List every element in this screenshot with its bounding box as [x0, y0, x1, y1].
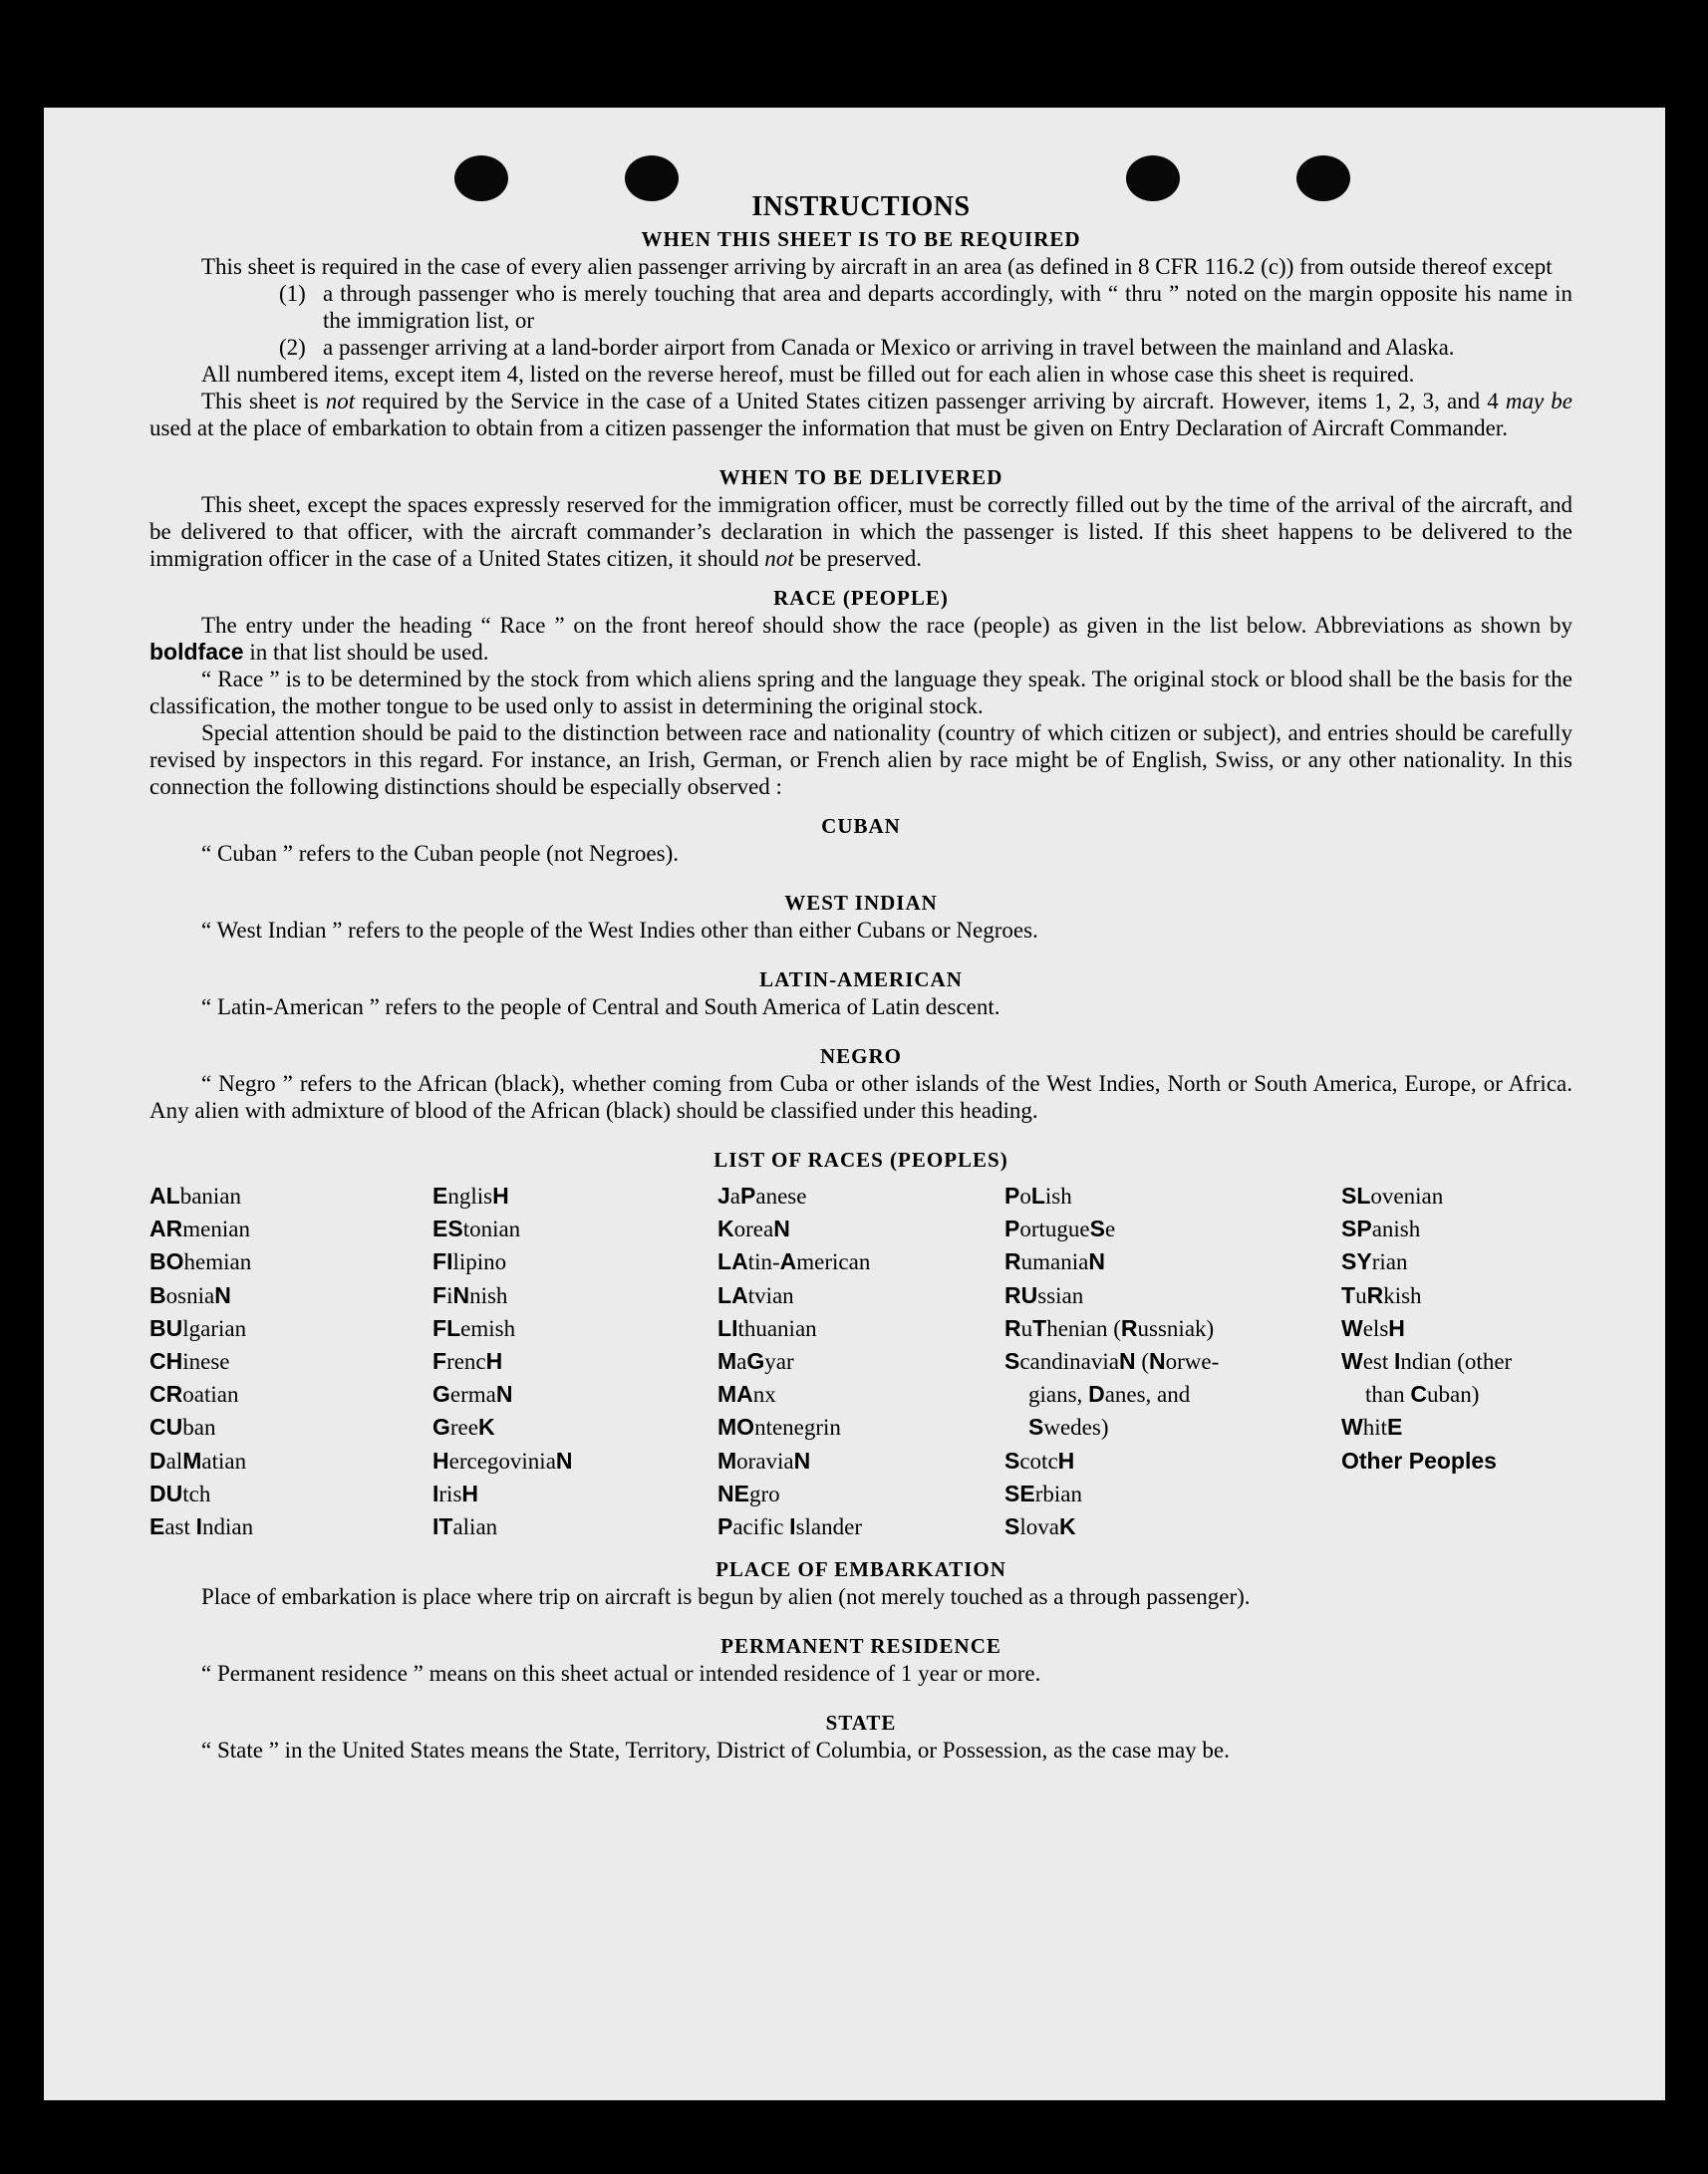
race-entry: WhitE: [1341, 1414, 1403, 1441]
race-entry: ARmenian: [149, 1216, 250, 1242]
race-entry: MOntenegrin: [717, 1414, 841, 1441]
race-entry: PoLish: [1004, 1183, 1072, 1209]
race-entry: West Indian (other: [1341, 1348, 1513, 1375]
race-entry: SErbian: [1004, 1480, 1082, 1506]
race-paragraph-3: Special attention should be paid to the distinction between race and nationality (country of which citizen or subject), and entries should be carefully revised by inspectors in this regard. For instance, an Irish, German, or French alien by race might be of English, Swiss, or any other nationality. In this connection the following distinctions should be especially observed :: [149, 720, 1572, 799]
section-heading-residence: PERMANENT RESIDENCE: [720, 1634, 1001, 1659]
residence-definition: “ Permanent residence ” means on this sheet actual or intended residence of 1 year or more.: [201, 1661, 1041, 1687]
page-title: INSTRUCTIONS: [751, 191, 971, 222]
when-delivered-paragraph: [149, 491, 1572, 572]
race-entry: LAtvian: [717, 1281, 794, 1308]
race-paragraph-2: “ Race ” is to be determined by the stock from which aliens spring and the language they speak. The original stock or blood shall be the basis for the classification, the mother tongue to be used only to assist in determining the original stock.: [149, 667, 1572, 718]
race-entry: WelsH: [1341, 1314, 1405, 1341]
section-heading-embarkation: PLACE OF EMBARKATION: [715, 1557, 1006, 1582]
race-entry: MaGyar: [717, 1348, 794, 1375]
race-entry: LAtin-American: [717, 1248, 871, 1275]
exception-item: [279, 334, 1572, 361]
item-text: a passenger arriving at a land-border airport from Canada or Mexico or arriving in travel between the mainland and Alaska.: [323, 335, 1455, 360]
delivered-text-a: This sheet, except the spaces expressly reserved for the immigration officer, must be correctly filled out by the time of the arrival of the aircraft, and be delivered to that officer, with the aircraft commander’s declaration in which the passenger is listed. If this sheet happens to be delivered to the immigration officer in the case of a United States citizen, it should: [149, 492, 1572, 571]
race-entry: BUlgarian: [149, 1314, 247, 1341]
race-entry: SYrian: [1341, 1248, 1408, 1275]
race-entry: JaPanese: [717, 1183, 807, 1209]
race-entry: SLovenian: [1341, 1183, 1444, 1209]
race-entry: RumaniaN: [1004, 1248, 1105, 1275]
section-heading-west-indian: WEST INDIAN: [784, 891, 938, 915]
race-entry: CRoatian: [149, 1381, 239, 1408]
cuban-definition: “ Cuban ” refers to the Cuban people (not Negroes).: [201, 841, 680, 866]
race-entry: GreeK: [432, 1414, 495, 1441]
document-body: [149, 189, 1572, 1764]
delivered-text-b: be preserved.: [793, 546, 922, 571]
race-entry: ALbanian: [149, 1183, 241, 1209]
delivered-text-not: not: [764, 546, 794, 571]
race-entry: Other Peoples: [1341, 1447, 1497, 1474]
item-number: (2): [279, 335, 306, 360]
race-entry: DalMatian: [149, 1447, 247, 1474]
section-heading-when-required: WHEN THIS SHEET IS TO BE REQUIRED: [641, 227, 1081, 251]
race-entry: LIthuanian: [717, 1314, 817, 1341]
section-heading-when-delivered: WHEN TO BE DELIVERED: [718, 465, 1003, 489]
section-heading-race: RACE (PEOPLE): [773, 586, 949, 610]
race-entry: CHinese: [149, 1348, 230, 1375]
race-entry: NEgro: [717, 1480, 780, 1506]
race-text-bold: boldface: [149, 639, 244, 665]
race-entry: MoraviaN: [717, 1447, 811, 1474]
race-entry: DUtch: [149, 1480, 211, 1506]
section-heading-list-of-races: LIST OF RACES (PEOPLES): [713, 1148, 1008, 1172]
race-entry: East Indian: [149, 1513, 254, 1540]
race-column-5: [1341, 1180, 1572, 1543]
item-number: (1): [279, 281, 306, 306]
race-entry: FIlipino: [432, 1248, 507, 1275]
exception-item: [279, 280, 1572, 334]
race-column-2: [432, 1180, 717, 1543]
race-column-1: [149, 1180, 432, 1543]
race-entry: EStonian: [432, 1216, 521, 1242]
race-entry: HercegoviniaN: [432, 1447, 573, 1474]
race-entry: MAnx: [717, 1381, 776, 1408]
race-entry: CUban: [149, 1414, 216, 1441]
race-column-4: [1004, 1180, 1341, 1543]
race-entry: ScotcH: [1004, 1447, 1075, 1474]
race-entry: EnglisH: [432, 1183, 509, 1209]
race-entry: KoreaN: [717, 1216, 790, 1242]
race-paragraph-1: [149, 612, 1572, 666]
race-entry: FLemish: [432, 1314, 516, 1341]
state-definition: “ State ” in the United States means the State, Territory, District of Columbia, or Possession, as the case may be.: [201, 1738, 1230, 1764]
section-heading-latin-american: LATIN-AMERICAN: [759, 967, 963, 991]
race-entry: ScandinaviaN (Norwe-: [1004, 1348, 1220, 1375]
race-entry: GermaN: [432, 1381, 513, 1408]
race-entry: RuThenian (Russniak): [1004, 1314, 1215, 1341]
citizen-text-b: required by the Service in the case of a United States citizen passenger arriving by aircraft. However, items 1, 2, 3, and 4: [355, 389, 1506, 413]
section-heading-cuban: CUBAN: [821, 814, 901, 838]
race-entry: BOhemian: [149, 1248, 252, 1275]
race-entry: SPanish: [1341, 1216, 1421, 1242]
citizen-paragraph: [149, 388, 1572, 441]
race-entry: than Cuban): [1365, 1381, 1480, 1408]
race-entry: gians, Danes, and: [1028, 1381, 1191, 1408]
embarkation-definition: Place of embarkation is place where trip on aircraft is begun by alien (not merely touched as a through passenger).: [201, 1584, 1251, 1610]
race-entry: Pacific Islander: [717, 1513, 862, 1540]
race-column-3: [717, 1180, 1004, 1543]
race-entry: FiNnish: [432, 1281, 508, 1308]
race-entry: FrencH: [432, 1348, 503, 1375]
citizen-text-maybe: may be: [1505, 389, 1572, 413]
race-entry: RUssian: [1004, 1281, 1084, 1308]
latin-american-definition: “ Latin-American ” refers to the people of Central and South America of Latin descent.: [201, 994, 1000, 1019]
race-entry: TuRkish: [1341, 1281, 1422, 1308]
section-heading-state: STATE: [825, 1711, 897, 1736]
race-text-a: The entry under the heading “ Race ” on the front hereof should show the race (people) as given in the list below. Abbreviations as shown by: [201, 613, 1572, 638]
race-entry: ITalian: [432, 1513, 498, 1540]
race-entry: SlovaK: [1004, 1513, 1076, 1540]
race-entry: BosniaN: [149, 1281, 231, 1308]
race-entry: Swedes): [1028, 1414, 1109, 1441]
west-indian-definition: “ West Indian ” refers to the people of the West Indies other than either Cubans or Negroes.: [201, 918, 1038, 943]
race-list: [149, 1180, 1572, 1543]
race-entry: IrisH: [432, 1480, 479, 1506]
negro-definition: “ Negro ” refers to the African (black), whether coming from Cuba or other islands of the West Indies, North or South America, Europe, or Africa. Any alien with admixture of blood of the African (black) should be classified under this heading.: [149, 1071, 1572, 1123]
race-entry: PortugueSe: [1004, 1216, 1116, 1242]
citizen-text-c: used at the place of embarkation to obtain from a citizen passenger the information that must be given on Entry Declaration of Aircraft Commander.: [149, 415, 1508, 440]
section-heading-negro: NEGRO: [819, 1044, 902, 1068]
item-text: a through passenger who is merely touching that area and departs accordingly, with “ thru ” noted on the margin opposite his name in the immigration list, or: [323, 281, 1572, 333]
citizen-text-a: This sheet is: [201, 389, 326, 413]
when-required-intro: This sheet is required in the case of every alien passenger arriving by aircraft in an area (as defined in 8 CFR 116.2 (c)) from outside thereof except: [201, 254, 1553, 279]
citizen-text-not: not: [325, 389, 356, 413]
race-text-b: in that list should be used.: [243, 640, 489, 665]
numbered-items-paragraph: All numbered items, except item 4, listed on the reverse hereof, must be filled out for each alien in whose case this sheet is required.: [201, 362, 1415, 387]
